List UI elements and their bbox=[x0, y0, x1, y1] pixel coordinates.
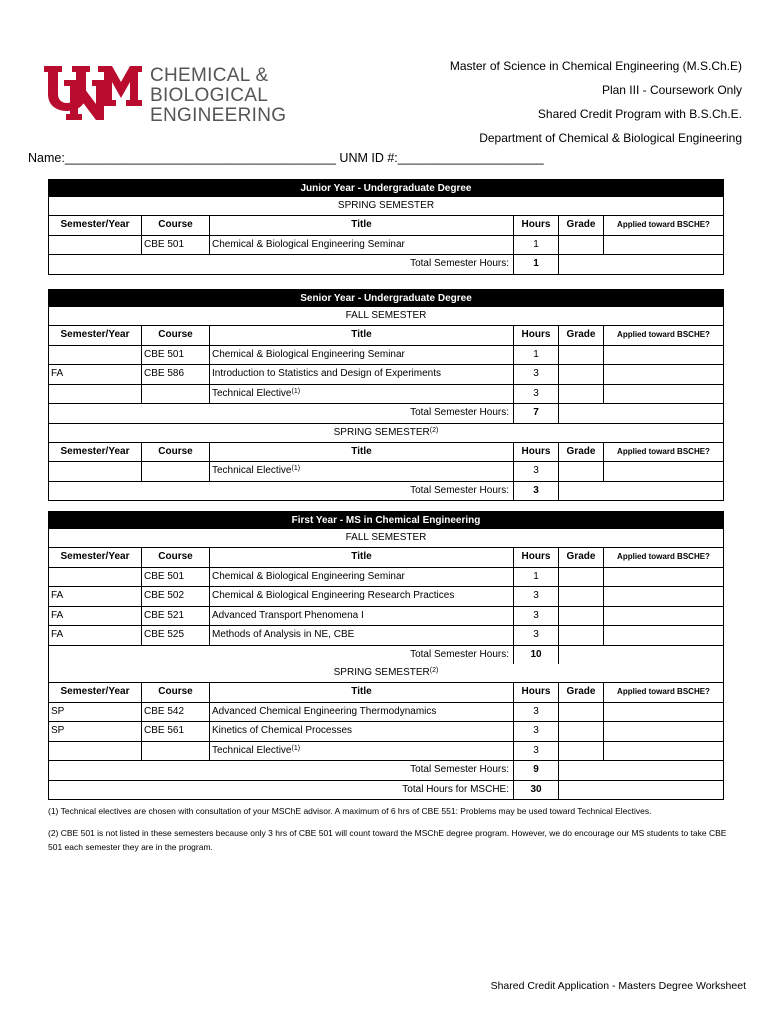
hours-cell: 3 bbox=[513, 607, 558, 626]
total-label: Total Semester Hours: bbox=[410, 258, 509, 269]
semester-cell[interactable]: FA bbox=[51, 368, 64, 379]
course-cell: CBE 586 bbox=[141, 365, 209, 384]
table-row bbox=[49, 606, 723, 626]
table-row bbox=[49, 625, 723, 645]
table-row bbox=[49, 384, 723, 404]
title-cell: Chemical & Biological Engineering Research Practices bbox=[209, 587, 513, 606]
title-cell: Chemical & Biological Engineering Seminar bbox=[209, 568, 513, 587]
course-cell[interactable] bbox=[141, 462, 209, 481]
total-hours: 9 bbox=[513, 761, 558, 780]
col-semester: Semester/Year bbox=[60, 219, 130, 230]
col-title: Title bbox=[209, 683, 513, 702]
semester-cell[interactable]: SP bbox=[51, 725, 65, 736]
col-title: Title bbox=[209, 326, 513, 345]
col-hours: Hours bbox=[513, 683, 558, 702]
course-cell: CBE 525 bbox=[141, 626, 209, 645]
table-row bbox=[49, 461, 723, 481]
total-hours: 3 bbox=[513, 482, 558, 501]
course-cell[interactable] bbox=[141, 742, 209, 761]
applied-cell[interactable] bbox=[603, 742, 723, 761]
grade-cell[interactable] bbox=[558, 365, 603, 384]
col-course: Course bbox=[141, 548, 209, 567]
total-blank bbox=[558, 781, 723, 800]
col-grade: Grade bbox=[558, 216, 603, 235]
semester-cell[interactable] bbox=[49, 742, 141, 761]
hours-cell: 3 bbox=[513, 703, 558, 722]
title-cell: Chemical & Biological Engineering Seminar bbox=[209, 346, 513, 365]
table-row bbox=[49, 364, 723, 384]
header-line4: Department of Chemical & Biological Engineering bbox=[479, 131, 742, 145]
hours-cell: 3 bbox=[513, 462, 558, 481]
table-row bbox=[49, 741, 723, 761]
semester-cell[interactable]: FA bbox=[51, 629, 64, 640]
grade-cell[interactable] bbox=[558, 236, 603, 255]
grade-cell[interactable] bbox=[558, 626, 603, 645]
header-line1: Master of Science in Chemical Engineering (M.S.Ch.E) bbox=[449, 59, 742, 73]
col-title: Title bbox=[209, 443, 513, 462]
title-cell: Introduction to Statistics and Design of Experiments bbox=[209, 365, 513, 384]
total-label: Total Semester Hours: bbox=[410, 764, 509, 775]
fall-semester-label: FALL SEMESTER bbox=[345, 310, 427, 321]
logo-text bbox=[150, 66, 286, 126]
column-header-row bbox=[49, 442, 723, 462]
col-grade: Grade bbox=[558, 443, 603, 462]
column-header-row bbox=[49, 547, 723, 567]
applied-cell[interactable] bbox=[603, 568, 723, 587]
header-line3: Shared Credit Program with B.S.Ch.E. bbox=[537, 107, 742, 121]
total-blank bbox=[558, 404, 723, 423]
hours-cell: 3 bbox=[513, 365, 558, 384]
logo-text-line1: CHEMICAL & bbox=[150, 65, 269, 86]
table-row bbox=[49, 721, 723, 741]
total-row bbox=[49, 403, 723, 423]
applied-cell[interactable] bbox=[603, 236, 723, 255]
hours-cell: 1 bbox=[513, 346, 558, 365]
semester-cell[interactable]: SP bbox=[51, 705, 65, 717]
applied-cell[interactable] bbox=[603, 587, 723, 606]
grade-cell[interactable] bbox=[558, 587, 603, 606]
footnote-marker: (2) bbox=[429, 667, 439, 674]
semester-cell[interactable] bbox=[49, 346, 141, 365]
col-course: Course bbox=[141, 216, 209, 235]
name-id-line[interactable]: Name:_______________________________________ UNM ID #:_____________________ bbox=[28, 151, 544, 165]
total-row bbox=[49, 481, 723, 501]
col-course: Course bbox=[141, 443, 209, 462]
course-cell: CBE 521 bbox=[141, 607, 209, 626]
total-row bbox=[49, 760, 723, 780]
hours-cell: 3 bbox=[513, 626, 558, 645]
spring-label-text: SPRING SEMESTER bbox=[333, 426, 430, 438]
footnote-marker: (2) bbox=[429, 426, 439, 434]
title-cell: Methods of Analysis in NE, CBE bbox=[209, 626, 513, 645]
semester-cell[interactable] bbox=[49, 462, 141, 481]
footnote-marker: (1) bbox=[291, 465, 301, 472]
header-line2: Plan III - Coursework Only bbox=[601, 83, 742, 97]
footnote-2: (2) CBE 501 is not listed in these semesters because only 3 hrs of CBE 501 will count toward the MSChE degree program. However, we do encourage our MS students to take CBE 501 each semester they are in the program. bbox=[48, 828, 727, 852]
course-cell: CBE 501 bbox=[141, 568, 209, 587]
senior-year-banner: Senior Year - Undergraduate Degree bbox=[49, 290, 723, 307]
title-text: Technical Elective bbox=[212, 387, 292, 399]
title-cell: Advanced Chemical Engineering Thermodynamics bbox=[209, 703, 513, 722]
course-cell[interactable] bbox=[141, 385, 209, 404]
document-header bbox=[450, 54, 742, 150]
col-hours: Hours bbox=[513, 548, 558, 567]
col-applied: Applied toward BSCHE? bbox=[603, 683, 723, 702]
footnotes bbox=[48, 804, 728, 862]
msche-total-label: Total Hours for MSCHE: bbox=[402, 783, 509, 795]
grade-cell[interactable] bbox=[558, 742, 603, 761]
title-cell bbox=[209, 385, 513, 404]
col-grade: Grade bbox=[558, 683, 603, 702]
page-footer: Shared Credit Application - Masters Degree Worksheet bbox=[490, 980, 746, 992]
col-applied: Applied toward BSCHE? bbox=[603, 326, 723, 345]
msche-total-row bbox=[49, 780, 723, 800]
total-row bbox=[49, 645, 723, 665]
title-cell: Advanced Transport Phenomena I bbox=[209, 607, 513, 626]
applied-cell[interactable] bbox=[603, 462, 723, 481]
hours-cell: 3 bbox=[513, 385, 558, 404]
hours-cell: 1 bbox=[513, 236, 558, 255]
title-text: Technical Elective bbox=[212, 465, 292, 476]
title-cell bbox=[209, 462, 513, 481]
col-hours: Hours bbox=[513, 443, 558, 462]
course-cell: CBE 501 bbox=[141, 236, 209, 255]
semester-cell[interactable]: FA bbox=[51, 609, 64, 621]
col-title: Title bbox=[209, 216, 513, 235]
column-header-row bbox=[49, 325, 723, 345]
total-blank bbox=[558, 646, 723, 665]
junior-year-section bbox=[48, 179, 724, 275]
applied-cell[interactable] bbox=[603, 703, 723, 722]
unm-logo-mark bbox=[42, 62, 142, 124]
column-header-row bbox=[49, 682, 723, 702]
table-row bbox=[49, 586, 723, 606]
col-hours: Hours bbox=[513, 326, 558, 345]
footnote-marker: (1) bbox=[291, 387, 301, 395]
footnote-1: (1) Technical electives are chosen with consultation of your MSChE advisor. A maximum of 6 hrs of CBE 551: Problems may be used toward Technical Electives. bbox=[48, 806, 652, 816]
table-row bbox=[49, 345, 723, 365]
logo-text-line3: ENGINEERING bbox=[150, 105, 287, 126]
spring-semester-label: SPRING SEMESTER bbox=[337, 200, 435, 211]
total-label: Total Semester Hours: bbox=[410, 407, 509, 418]
applied-cell[interactable] bbox=[603, 385, 723, 404]
total-hours: 10 bbox=[513, 646, 558, 665]
col-hours: Hours bbox=[513, 216, 558, 235]
fall-semester-label: FALL SEMESTER bbox=[345, 532, 427, 543]
grade-cell[interactable] bbox=[558, 607, 603, 626]
col-semester: Semester/Year bbox=[60, 551, 130, 562]
col-applied: Applied toward BSCHE? bbox=[603, 443, 723, 462]
hours-cell: 3 bbox=[513, 742, 558, 761]
table-row bbox=[49, 567, 723, 587]
semester-cell[interactable] bbox=[49, 385, 141, 404]
applied-cell[interactable] bbox=[603, 365, 723, 384]
title-text: Technical Elective bbox=[212, 744, 292, 756]
spring-semester-label bbox=[49, 423, 723, 442]
junior-year-banner: Junior Year - Undergraduate Degree bbox=[49, 180, 723, 197]
applied-cell[interactable] bbox=[603, 607, 723, 626]
title-cell: Chemical & Biological Engineering Seminar bbox=[209, 236, 513, 255]
col-semester: Semester/Year bbox=[60, 329, 130, 340]
col-applied: Applied toward BSCHE? bbox=[603, 216, 723, 235]
hours-cell: 3 bbox=[513, 722, 558, 741]
hours-cell: 1 bbox=[513, 568, 558, 587]
grade-cell[interactable] bbox=[558, 703, 603, 722]
col-course: Course bbox=[141, 326, 209, 345]
total-hours: 7 bbox=[513, 404, 558, 423]
total-label: Total Semester Hours: bbox=[410, 648, 509, 660]
unm-logo bbox=[42, 62, 287, 126]
spring-semester-label bbox=[49, 664, 723, 682]
course-cell: CBE 561 bbox=[141, 722, 209, 741]
logo-text-line2: BIOLOGICAL bbox=[150, 85, 269, 106]
title-cell: Kinetics of Chemical Processes bbox=[209, 722, 513, 741]
grade-cell[interactable] bbox=[558, 722, 603, 741]
total-hours: 1 bbox=[513, 255, 558, 274]
col-semester: Semester/Year bbox=[60, 445, 130, 457]
table-row bbox=[49, 235, 723, 255]
grade-cell[interactable] bbox=[558, 462, 603, 481]
course-cell: CBE 501 bbox=[141, 346, 209, 365]
course-cell: CBE 542 bbox=[141, 703, 209, 722]
course-cell: CBE 502 bbox=[141, 587, 209, 606]
semester-cell[interactable]: FA bbox=[51, 590, 64, 601]
column-header-row bbox=[49, 215, 723, 235]
first-year-ms-section bbox=[48, 511, 724, 800]
applied-cell[interactable] bbox=[603, 626, 723, 645]
spring-label-text: SPRING SEMESTER bbox=[333, 667, 430, 678]
col-course: Course bbox=[141, 683, 209, 702]
applied-cell[interactable] bbox=[603, 346, 723, 365]
footnote-marker: (1) bbox=[291, 744, 301, 752]
table-row bbox=[49, 702, 723, 722]
total-blank bbox=[558, 255, 723, 274]
col-title: Title bbox=[209, 548, 513, 567]
col-semester: Semester/Year bbox=[60, 686, 130, 697]
total-blank bbox=[558, 761, 723, 780]
first-year-banner: First Year - MS in Chemical Engineering bbox=[49, 512, 723, 529]
col-applied: Applied toward BSCHE? bbox=[603, 548, 723, 567]
col-grade: Grade bbox=[558, 326, 603, 345]
col-grade: Grade bbox=[558, 548, 603, 567]
total-label: Total Semester Hours: bbox=[410, 484, 509, 496]
semester-cell[interactable] bbox=[49, 236, 141, 255]
title-cell bbox=[209, 742, 513, 761]
total-blank bbox=[558, 482, 723, 501]
semester-cell[interactable] bbox=[49, 568, 141, 587]
grade-cell[interactable] bbox=[558, 385, 603, 404]
total-row bbox=[49, 254, 723, 274]
msche-total-hours: 30 bbox=[513, 781, 558, 800]
grade-cell[interactable] bbox=[558, 568, 603, 587]
applied-cell[interactable] bbox=[603, 722, 723, 741]
grade-cell[interactable] bbox=[558, 346, 603, 365]
hours-cell: 3 bbox=[513, 587, 558, 606]
senior-year-section bbox=[48, 289, 724, 501]
